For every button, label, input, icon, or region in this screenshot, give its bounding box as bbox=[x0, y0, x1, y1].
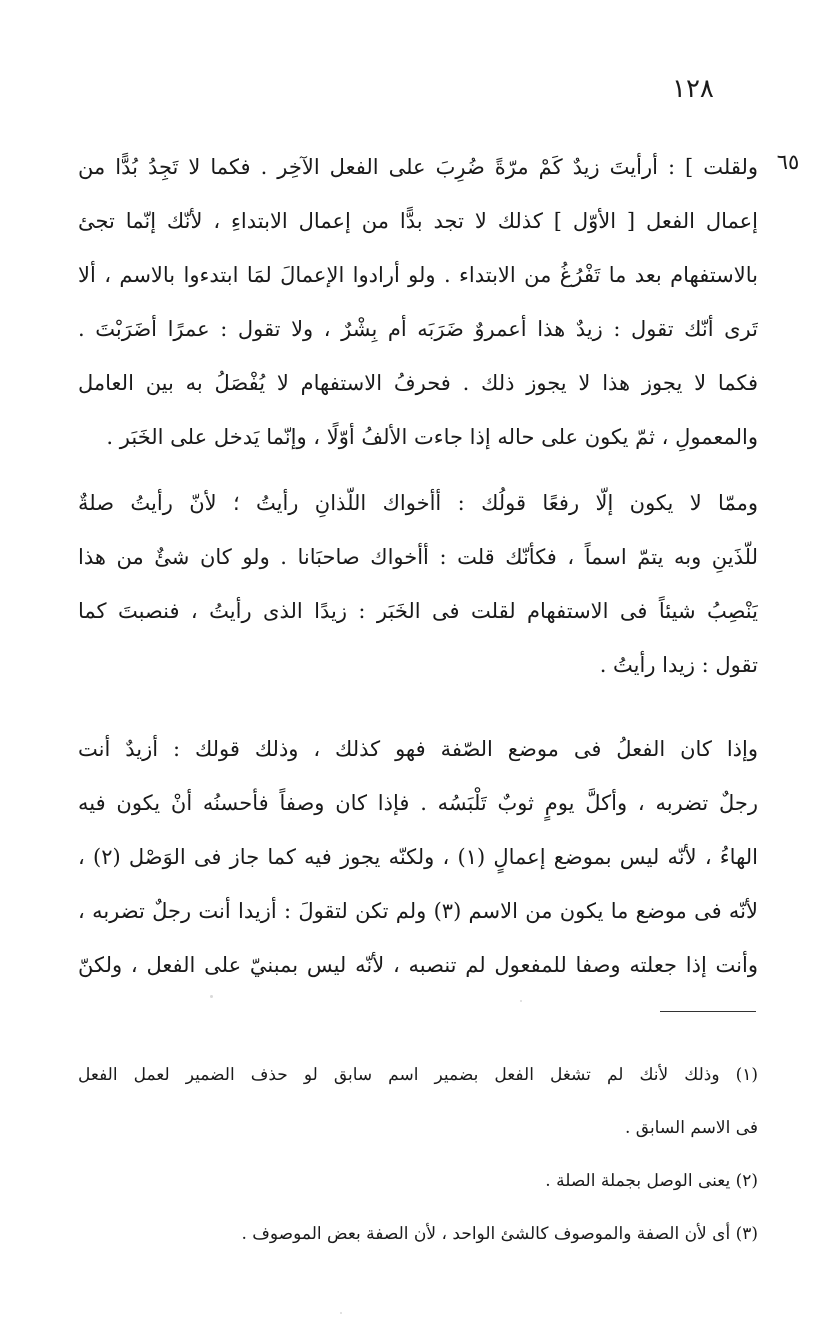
text-line: إعمال الفعل [ الأوّل ] كذلك لا تجد بدًّا من إعمال الابتداءِ ، لأنّك إنّما تجئ bbox=[78, 209, 758, 233]
footnote-line: (٢) يعنى الوصل بجملة الصلة . bbox=[545, 1171, 758, 1191]
scan-speck bbox=[340, 1312, 342, 1314]
scan-speck bbox=[520, 1000, 522, 1002]
text-line: يَنْصِبُ شيئاً فى الاستفهام لقلت فى الخَبَر : زيدًا الذى رأيتُ ، فنصبتَ كما bbox=[78, 599, 758, 623]
text-line: رجلٌ تضربه ، وأكلَّ يومٍ ثوبٌ تَلْبَسُه . فإذا كان وصفاً فأحسنُه أنْ يكون فيه bbox=[78, 791, 758, 815]
text-line: وإذا كان الفعلُ فى موضع الصّفة فهو كذلك ، وذلك قولك : أزيدٌ أنت bbox=[78, 737, 758, 761]
text-line: تَرى أنّك تقول : زيدٌ هذا أعمروٌ ضَرَبَه أم بِشْرٌ ، ولا تقول : عمرًا أضَرَبْتَ . bbox=[78, 317, 758, 341]
paragraph-1 bbox=[78, 140, 758, 464]
footnote-line: فى الاسم السابق . bbox=[624, 1118, 758, 1138]
paragraph-3 bbox=[78, 722, 758, 992]
paragraph-2 bbox=[78, 476, 758, 692]
main-text bbox=[78, 140, 758, 992]
text-line: ولقلت ] : أرأيتَ زيدٌ كَمْ مرّةً ضُرِبَ على الفعل الآخِر . فكما لا تَجِدُ بُدًّا من bbox=[78, 155, 758, 179]
text-line: لأنّه فى موضع ما يكون من الاسم (٣) ولم تكن لتقولَ : أزيدا أنت رجلٌ تضربه ، bbox=[78, 899, 758, 923]
text-line: تقول : زيدا رأيتُ . bbox=[599, 653, 758, 677]
text-line: وأنت إذا جعلته وصفا للمفعول لم تنصبه ، لأنّه ليس بمبنيّ على الفعل ، ولكنّ bbox=[78, 953, 758, 977]
footnote-3 bbox=[78, 1216, 758, 1252]
line-number-marker: ٦٥ bbox=[776, 150, 800, 174]
text-line: الهاءُ ، لأنّه ليس بموضع إعمالٍ (١) ، ولكنّه يجوز فيه كما جاز فى الوَصْل (٢) ، bbox=[78, 845, 758, 869]
footnotes bbox=[78, 1040, 758, 1269]
footnote-line: (١) وذلك لأنك لم تشغل الفعل بضمير اسم سابق لو حذف الضمير لعمل الفعل bbox=[78, 1065, 758, 1085]
text-line: للّذَينِ وبه يتمّ اسماً ، فكأنّك قلت : أأخواك صاحبَانا . ولو كان شئٌ من هذا bbox=[78, 545, 758, 569]
scan-speck bbox=[210, 995, 213, 998]
text-line: وممّا لا يكون إلّا رفعًا قولُك : أأخواك اللّذانِ رأيتُ ؛ لأنّ رأيتُ صلةٌ bbox=[78, 491, 758, 515]
footnote-1 bbox=[78, 1057, 758, 1146]
text-line: والمعمولِ ، ثمّ يكون على حاله إذا جاءت الألفُ أوّلًا ، وإنّما يَدخل على الخَبَر . bbox=[106, 425, 758, 449]
text-line: فكما لا يجوز هذا لا يجوز ذلك . فحرفُ الاستفهام لا يُفْصَلُ به بين العامل bbox=[78, 371, 758, 395]
footnote-line: (٣) أى لأن الصفة والموصوف كالشئ الواحد ، لأن الصفة بعض الموصوف . bbox=[241, 1224, 758, 1244]
footnote-separator bbox=[660, 1011, 756, 1012]
footnote-2 bbox=[78, 1163, 758, 1199]
text-line: بالاستفهام بعد ما تَفْرُغُ من الابتداء . ولو أرادوا الإعمالَ لمَا ابتدءوا بالاسم ، ألا bbox=[78, 263, 758, 287]
page-number: ١٢٨ bbox=[672, 74, 714, 104]
